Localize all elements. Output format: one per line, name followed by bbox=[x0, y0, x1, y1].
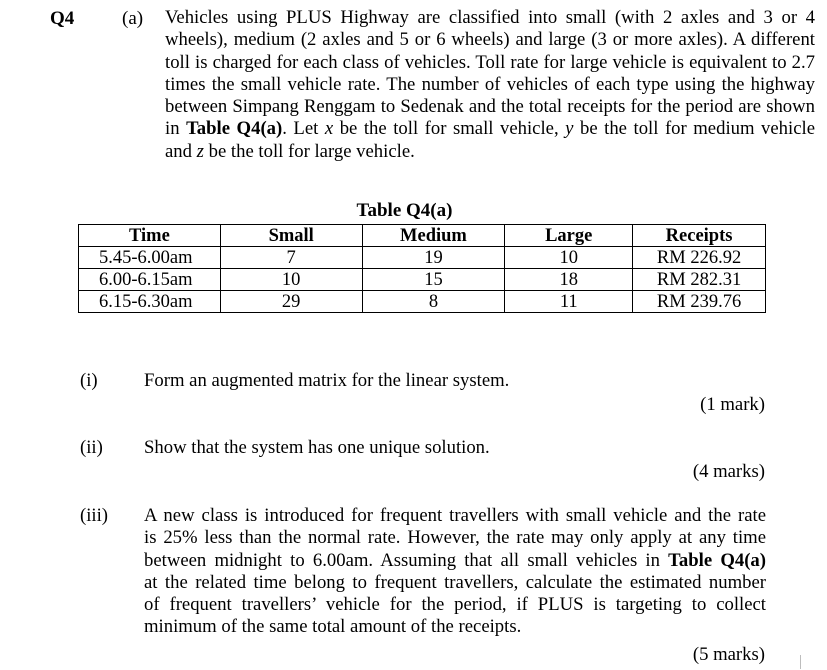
column-header-medium: Medium bbox=[362, 225, 505, 247]
text-cursor bbox=[800, 655, 801, 669]
subpart-iii-text-part: between midnight to 6.00am. Assuming that all small vehicles in bbox=[144, 549, 669, 571]
intro-line: Vehicles using PLUS Highway are classified into small (with 2 axles and 3 or 4 bbox=[165, 7, 815, 28]
cell-small: 29 bbox=[220, 291, 362, 313]
table-row bbox=[79, 291, 766, 313]
cell-time: 5.45-6.00am bbox=[79, 247, 221, 269]
subpart-iii-marks: (5 marks) bbox=[692, 644, 765, 665]
subpart-i-text: Form an augmented matrix for the linear system. bbox=[144, 370, 510, 391]
subpart-i-label: (i) bbox=[80, 370, 98, 391]
column-header-small: Small bbox=[220, 225, 362, 247]
table-caption bbox=[0, 200, 827, 222]
intro-text: be the toll for large vehicle. bbox=[203, 140, 415, 162]
subpart-iii-line: at the related time belong to frequent travellers, calculate the estimated number bbox=[144, 571, 766, 593]
table-row bbox=[79, 247, 766, 269]
column-header-large: Large bbox=[505, 225, 633, 247]
cell-medium: 15 bbox=[362, 269, 505, 291]
cell-receipts: RM 226.92 bbox=[633, 247, 766, 269]
intro-line: between Simpang Renggam to Sedenak and the total receipts for the period are shown bbox=[165, 96, 815, 118]
intro-text: in bbox=[165, 118, 187, 140]
intro-line bbox=[165, 118, 815, 140]
table-reference: Table Q4(a) bbox=[668, 549, 766, 571]
cell-small: 7 bbox=[220, 247, 362, 269]
variable-z: z bbox=[196, 140, 204, 162]
part-a-label: (a) bbox=[122, 8, 144, 29]
subpart-ii-label: (ii) bbox=[80, 437, 103, 458]
cell-large: 18 bbox=[505, 269, 633, 291]
intro-text: be the toll for medium vehicle bbox=[573, 118, 815, 140]
cell-small: 10 bbox=[220, 269, 362, 291]
intro-line bbox=[165, 141, 815, 163]
subpart-ii-marks: (4 marks) bbox=[692, 461, 765, 482]
table-caption-text: Table Q4(a) bbox=[356, 200, 453, 221]
intro-line: wheels), medium (2 axles and 5 or 6 wheels) and large (3 or more axles). A different bbox=[165, 29, 815, 51]
cell-receipts: RM 282.31 bbox=[633, 269, 766, 291]
subpart-ii-text: Show that the system has one unique solution. bbox=[144, 437, 490, 458]
cell-large: 10 bbox=[505, 247, 633, 269]
intro-line: times the small vehicle rate. The number of vehicles of each type using the highway bbox=[165, 73, 815, 95]
subpart-iii-line: A new class is introduced for frequent travellers with small vehicle and the rate bbox=[144, 505, 766, 526]
subpart-iii-line: of frequent travellers’ vehicle for the period, if PLUS is targeting to collect bbox=[144, 594, 766, 616]
intro-text: and bbox=[165, 140, 197, 162]
subpart-iii-line: is 25% less than the normal rate. However, the rate may only apply at any time bbox=[144, 527, 766, 549]
subpart-iii-label: (iii) bbox=[80, 505, 109, 526]
table-header-row bbox=[79, 225, 766, 247]
cell-time: 6.15-6.30am bbox=[79, 291, 221, 313]
subpart-iii-line: minimum of the same total amount of the receipts. bbox=[144, 616, 522, 638]
subpart-i-marks: (1 mark) bbox=[700, 394, 765, 415]
table-reference: Table Q4(a) bbox=[186, 118, 283, 140]
question-number: Q4 bbox=[50, 8, 75, 29]
column-header-receipts: Receipts bbox=[633, 225, 766, 247]
variable-y: y bbox=[565, 118, 574, 140]
variable-x: x bbox=[324, 118, 334, 140]
intro-text: . Let bbox=[282, 118, 325, 140]
intro-line: toll is charged for each class of vehicles. Toll rate for large vehicle is equivalent to 2.7 bbox=[165, 51, 815, 73]
cell-medium: 8 bbox=[362, 291, 505, 313]
cell-receipts: RM 239.76 bbox=[633, 291, 766, 313]
subpart-iii-text bbox=[144, 505, 766, 639]
subpart-iii-line bbox=[144, 550, 766, 572]
column-header-time: Time bbox=[79, 225, 221, 247]
cell-time: 6.00-6.15am bbox=[79, 269, 221, 291]
cell-large: 11 bbox=[505, 291, 633, 313]
question-intro bbox=[165, 7, 815, 163]
intro-text: be the toll for small vehicle, bbox=[333, 118, 566, 140]
cell-medium: 19 bbox=[362, 247, 505, 269]
data-table bbox=[78, 224, 766, 313]
table-row bbox=[79, 269, 766, 291]
